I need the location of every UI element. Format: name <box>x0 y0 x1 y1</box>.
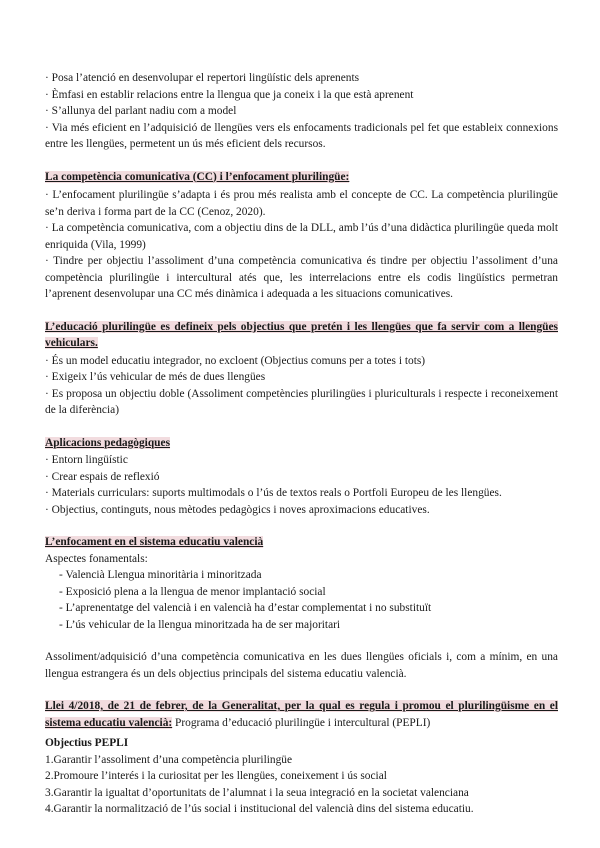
applications-item: · Crear espais de reflexió <box>45 470 160 483</box>
intro-bullet: · Posa l’atenció en desenvolupar el repertori lingüístic dels aprenents <box>45 72 360 84</box>
applications-heading: Aplicacions pedagògiques <box>45 436 171 449</box>
valencia-heading: L’enfocament en el sistema educatiu valencià <box>45 536 264 548</box>
objective-item: 3.Garantir la igualtat d’oportunitats de l’alumnat i la seua integració en la societat valenciana <box>45 786 469 799</box>
valencia-section <box>45 534 558 682</box>
objective-item: 1.Garantir l’assoliment d’una competència plurilingüe <box>45 753 293 766</box>
law-heading-tail: Programa d’educació plurilingüe i intercultural (PEPLI) <box>172 716 431 729</box>
valencia-subheading: Aspectes fonamentals: <box>45 552 148 565</box>
valencia-closing: Assoliment/adquisició d’una competència comunicativa en les dues llengües oficials i, com a mínim, en una llengua estrangera és un dels objectius principals del sistema educatiu valencià. <box>45 651 558 680</box>
list-item: - L’aprenentatge del valencià i en valencià ha d’estar complementat i no substituït <box>59 600 558 617</box>
cc-paragraph: · L’enfocament plurilingüe s’adapta i és prou més realista amb el concepte de CC. La competència plurilingüe se’n deriva i forma part de la CC (Cenoz, 2020). <box>45 189 558 218</box>
cc-section <box>45 169 558 303</box>
applications-item: · Objectius, continguts, nous mètodes pedagògics i noves aproximacions educatives. <box>45 503 430 516</box>
applications-item: · Materials curriculars: suports multimodals o l’ús de textos reals o Portfoli Europeu de les llengües. <box>45 487 502 499</box>
list-item: - Exposició plena a la llengua de menor implantació social <box>59 584 558 601</box>
objectives-title: Objectius PEPLI <box>45 737 129 749</box>
intro-bullet: · Via més eficient en l’adquisició de llengües vers els enfocaments tradicionals pel fet que estableix connexions entre les llengües, permetent un ús més eficient dels recursos. <box>45 121 558 150</box>
cc-heading: La competència comunicativa (CC) i l’enfocament plurilingüe: <box>45 170 350 183</box>
list-item: - Valencià Llengua minoritària i minoritzada <box>59 567 558 584</box>
document-content <box>45 70 558 818</box>
list-item: - L’ús vehicular de la llengua minoritzada ha de ser majoritari <box>59 617 558 634</box>
objective-item: 2.Promoure l’interés i la curiositat per les llengües, coneixement i ús social <box>45 770 387 782</box>
cc-paragraph: · La competència comunicativa, com a objectiu dins de la DLL, amb l’ús d’una didàctica plurilingüe queda molt enriquida (Vila, 1999) <box>45 222 558 251</box>
law-section <box>45 698 558 818</box>
intro-section <box>45 70 558 153</box>
definition-section <box>45 319 558 419</box>
intro-bullet: · S’allunya del parlant nadiu com a model <box>45 105 237 117</box>
definition-paragraph: · Exigeix l’ús vehicular de més de dues llengües <box>45 371 266 383</box>
applications-section <box>45 435 558 519</box>
cc-paragraph: · Tindre per objectiu l’assoliment d’una competència comunicativa és tindre per objectiu l’assoliment d’una competència plurilingüe i intercultural atés que, les interrelacions entre els codis lingüístics permetran l’aprenent desenvolupar una CC més dinàmica i adequada a les situacions comunicatives. <box>45 255 558 300</box>
definition-heading: L’educació plurilingüe es defineix pels objectius que pretén i les llengües que fa servir com a llengües vehiculars. <box>45 320 558 349</box>
definition-paragraph: · Es proposa un objectiu doble (Assoliment competències plurilingües i pluriculturals i respecte i reconeixement de la diferència) <box>45 387 558 416</box>
objective-item: 4.Garantir la normalització de l’ús social i institucional del valencià dins del sistema educatiu. <box>45 803 474 815</box>
intro-bullet: · Èmfasi en establir relacions entre la llengua que ja coneix i la que està aprenent <box>45 88 414 101</box>
definition-paragraph: · És un model educatiu integrador, no excloent (Objectius comuns per a totes i tots) <box>45 354 426 367</box>
applications-item: · Entorn lingüístic <box>45 454 128 466</box>
law-heading: Llei 4/2018, de 21 de febrer, de la Generalitat, per la qual es regula i promou el plurilingüisme en el sistema educatiu valencià: <box>45 700 558 729</box>
valencia-aspects-list <box>45 567 558 633</box>
